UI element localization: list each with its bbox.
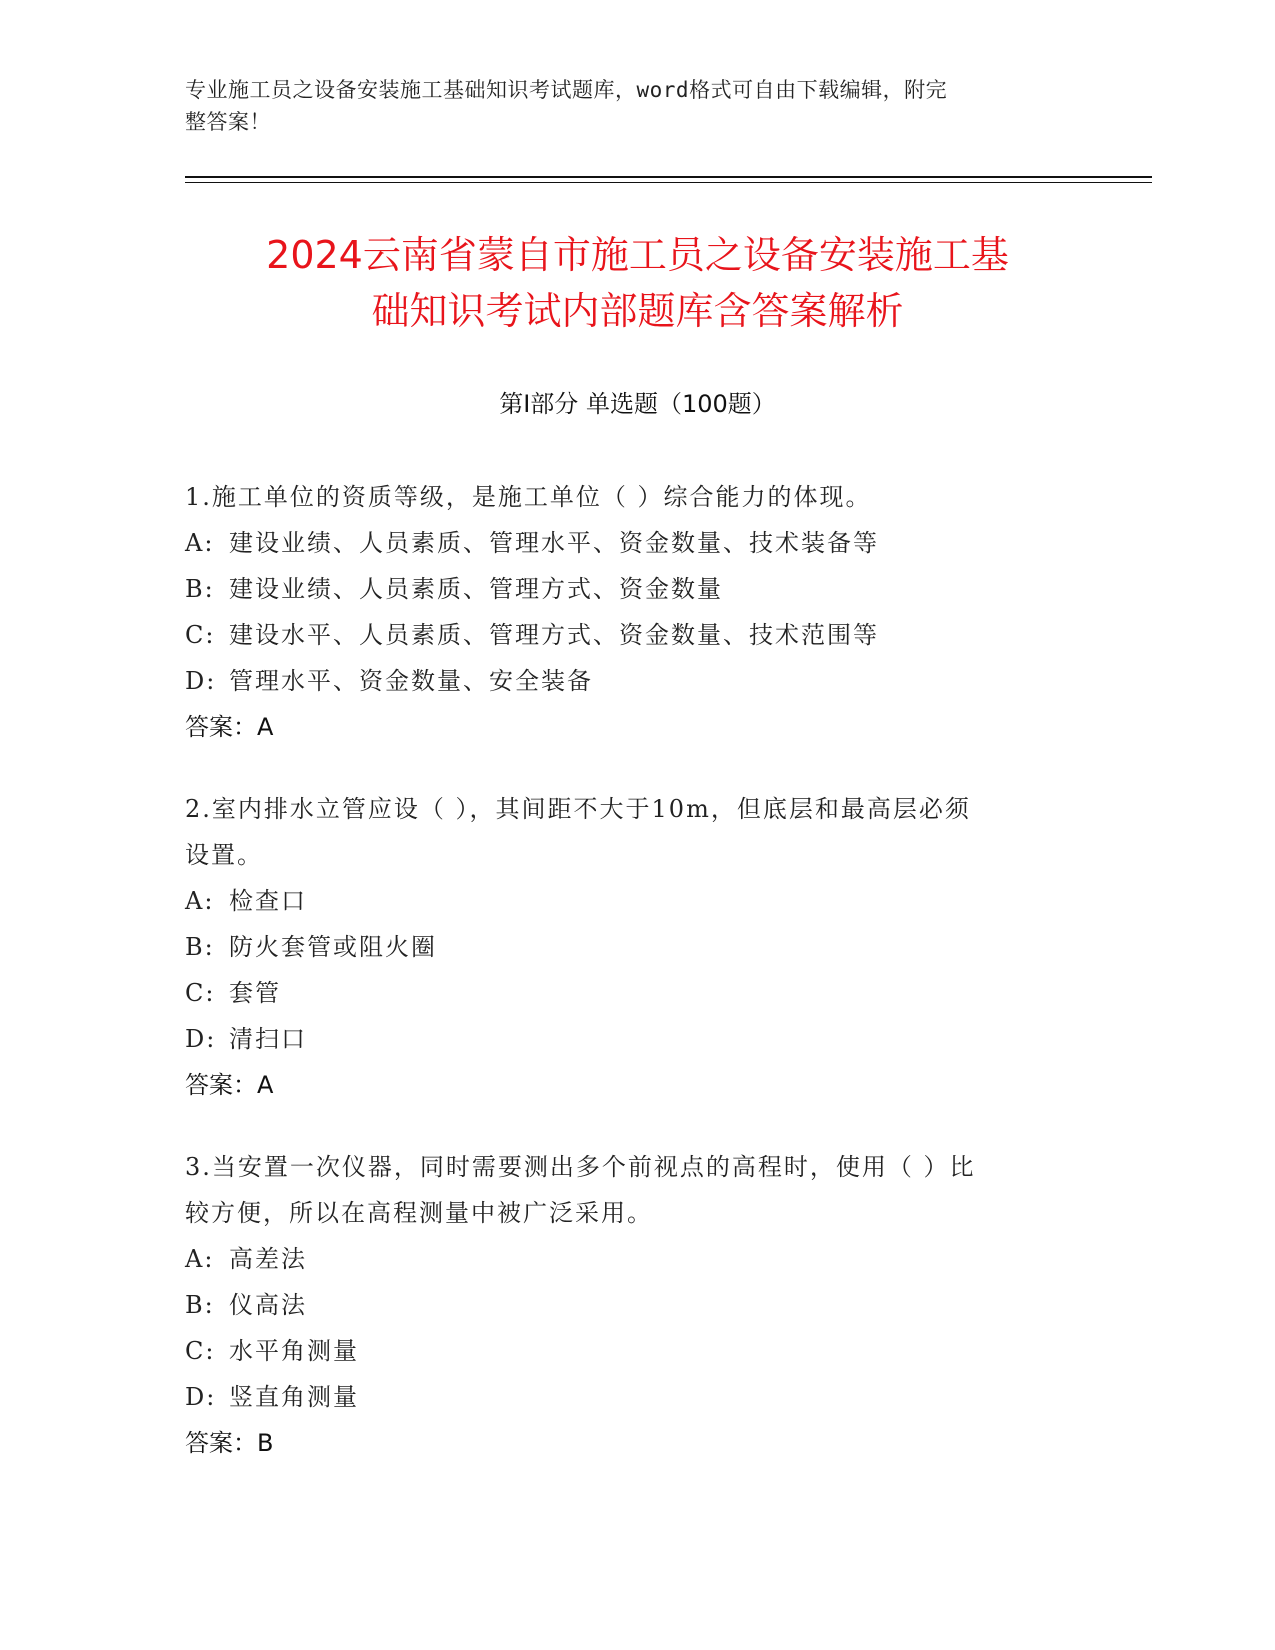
answer-line: 答案：A [185, 1071, 274, 1099]
option-text: 仪高法 [229, 1291, 307, 1319]
header-divider-thin [185, 182, 1152, 183]
option-text: 竖直角测量 [229, 1383, 359, 1411]
option-letter: B: [185, 933, 215, 961]
question-3 [185, 1144, 1085, 1466]
option-text: 建设水平、人员素质、管理方式、资金数量、技术范围等 [229, 621, 879, 649]
option-letter: D: [185, 1025, 217, 1053]
option-c [185, 612, 1085, 658]
document-title-line-1: 2024云南省蒙自市施工员之设备安装施工基 [266, 233, 1009, 277]
option-text: 检查口 [229, 887, 307, 915]
document-title-line-2: 础知识考试内部题库含答案解析 [371, 289, 904, 333]
option-d [185, 1016, 1085, 1062]
option-letter: B: [185, 1291, 215, 1319]
option-a [185, 1236, 1085, 1282]
option-letter: C: [185, 979, 216, 1007]
option-letter: D: [185, 667, 217, 695]
option-c [185, 1328, 1085, 1374]
option-text: 建设业绩、人员素质、管理水平、资金数量、技术装备等 [229, 529, 879, 557]
question-stem-continued: 设置。 [185, 841, 263, 869]
header-note-line-1: 专业施工员之设备安装施工基础知识考试题库，word格式可自由下载编辑，附完 [185, 78, 948, 102]
option-text: 防火套管或阻火圈 [229, 933, 437, 961]
option-a [185, 520, 1085, 566]
option-text: 清扫口 [229, 1025, 307, 1053]
option-text: 高差法 [229, 1245, 307, 1273]
option-d [185, 658, 1085, 704]
option-b [185, 924, 1085, 970]
option-text: 建设业绩、人员素质、管理方式、资金数量 [229, 575, 723, 603]
option-text: 套管 [229, 979, 281, 1007]
section-title: 第Ⅰ部分 单选题（100题） [499, 390, 776, 418]
question-stem-continued: 较方便，所以在高程测量中被广泛采用。 [185, 1199, 653, 1227]
option-letter: C: [185, 1337, 216, 1365]
option-text: 水平角测量 [229, 1337, 359, 1365]
question-stem: 2.室内排水立管应设（ ），其间距不大于10m，但底层和最高层必须 [185, 795, 971, 823]
option-letter: B: [185, 575, 215, 603]
header-note [185, 74, 1065, 138]
option-letter: A: [185, 1245, 215, 1273]
question-stem: 1.施工单位的资质等级，是施工单位（ ）综合能力的体现。 [185, 483, 872, 511]
document-title [150, 227, 1125, 339]
option-b [185, 1282, 1085, 1328]
option-letter: A: [185, 529, 215, 557]
question-1 [185, 474, 1085, 750]
question-2 [185, 786, 1085, 1108]
option-b [185, 566, 1085, 612]
option-a [185, 878, 1085, 924]
answer-line: 答案：A [185, 713, 274, 741]
option-c [185, 970, 1085, 1016]
question-stem: 3.当安置一次仪器，同时需要测出多个前视点的高程时，使用（ ）比 [185, 1153, 976, 1181]
answer-line: 答案：B [185, 1429, 274, 1457]
header-divider-thick [185, 176, 1152, 178]
option-text: 管理水平、资金数量、安全装备 [229, 667, 593, 695]
header-note-line-2: 整答案！ [185, 110, 271, 134]
option-letter: D: [185, 1383, 217, 1411]
question-list [185, 474, 1085, 1502]
option-d [185, 1374, 1085, 1420]
option-letter: A: [185, 887, 215, 915]
option-letter: C: [185, 621, 216, 649]
